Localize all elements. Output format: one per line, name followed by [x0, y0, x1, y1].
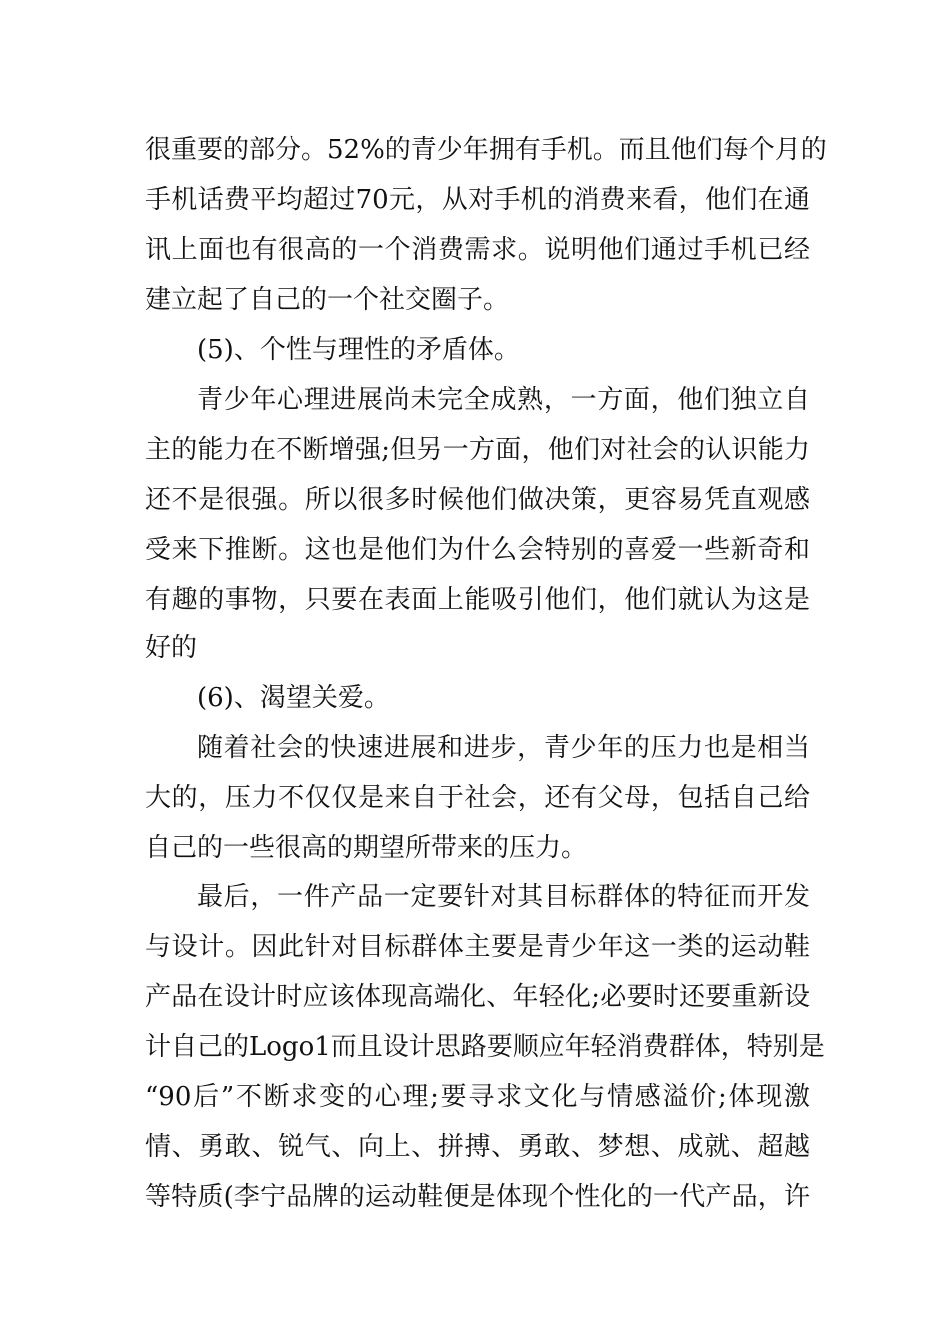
body-text-line: 自己的一些很高的期望所带来的压力。: [145, 833, 588, 863]
body-text-line: 大的，压力不仅仅是来自于社会，还有父母，包括自己给: [145, 783, 810, 813]
body-text-line: 受来下推断。这也是他们为什么会特别的喜爱一些新奇和: [145, 535, 810, 565]
body-text-line: “90后”不断求变的心理;要寻求文化与情感溢价;体现激: [145, 1082, 810, 1112]
body-text-line: 主的能力在不断增强;但另一方面，他们对社会的认识能力: [145, 435, 810, 465]
section-heading: (6)、渴望关爱。: [197, 683, 390, 713]
body-text-line: 计自己的Logo1而且设计思路要顺应年轻消费群体，特别是: [145, 1032, 825, 1062]
body-text-line: 随着社会的快速进展和进步，青少年的压力也是相当: [197, 733, 810, 763]
body-text-line: 讯上面也有很高的一个消费需求。说明他们通过手机已经: [145, 235, 810, 265]
body-text-line: 还不是很强。所以很多时候他们做决策，更容易凭直观感: [145, 485, 810, 515]
body-text-line: 产品在设计时应该体现高端化、年轻化;必要时还要重新设: [145, 982, 810, 1012]
body-text-line: 等特质(李宁品牌的运动鞋便是体现个性化的一代产品，许: [145, 1182, 810, 1212]
body-text-line: 情、勇敢、锐气、向上、拼搏、勇敢、梦想、成就、超越: [145, 1132, 810, 1162]
section-heading: (5)、个性与理性的矛盾体。: [197, 335, 520, 365]
body-text-line: 最后，一件产品一定要针对其目标群体的特征而开发: [197, 882, 810, 912]
body-text-line: 手机话费平均超过70元，从对手机的消费来看，他们在通: [145, 185, 810, 215]
body-text-line: 有趣的事物，只要在表面上能吸引他们，他们就认为这是: [145, 585, 810, 615]
body-text-line: 与设计。因此针对目标群体主要是青少年这一类的运动鞋: [145, 932, 810, 962]
body-text-line: 青少年心理进展尚未完全成熟，一方面，他们独立自: [197, 385, 810, 415]
body-text-line: 好的: [145, 633, 198, 663]
body-text-line: 很重要的部分。52%的青少年拥有手机。而且他们每个月的: [145, 135, 827, 165]
body-text-line: 建立起了自己的一个社交圈子。: [145, 285, 510, 315]
